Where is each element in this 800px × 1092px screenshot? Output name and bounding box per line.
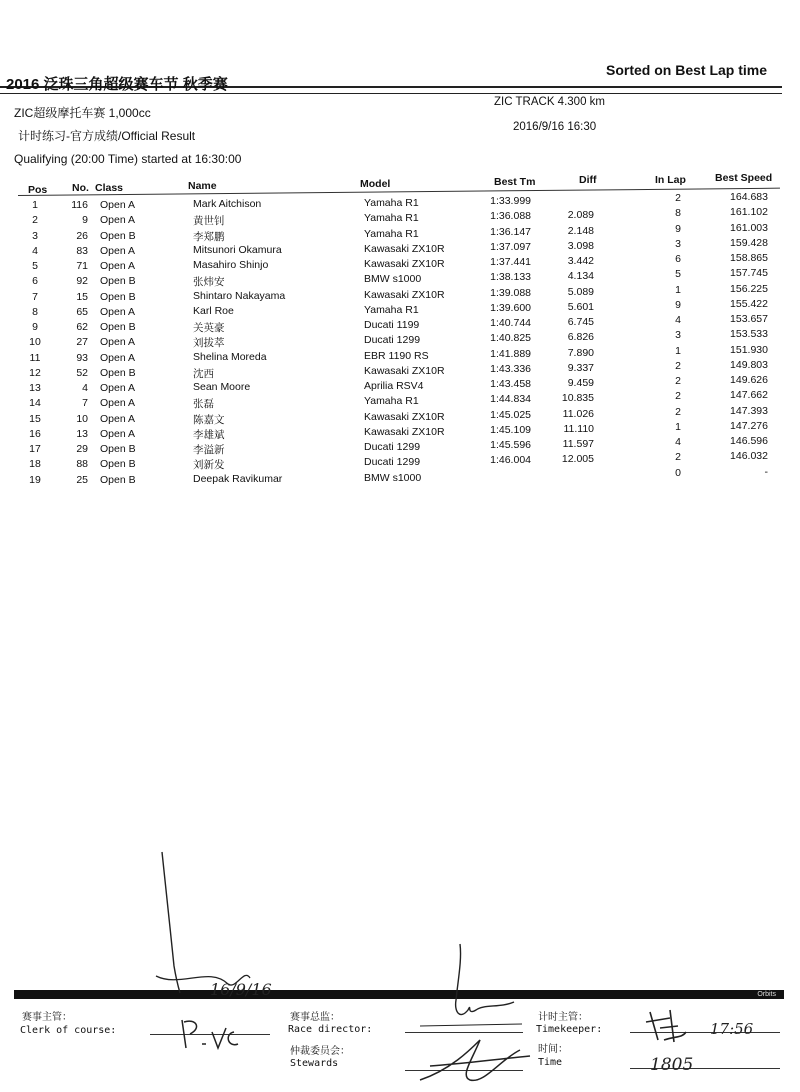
cell-diff: 7.890	[567, 346, 594, 359]
cell-best-tm: 1:33.999	[490, 195, 531, 207]
cell-class: Open B	[100, 229, 136, 242]
cell-diff: 10.835	[561, 392, 594, 405]
cell-no: 93	[76, 351, 88, 364]
cell-no: 10	[76, 412, 88, 425]
clerk-handwritten-date: 16/9/16	[210, 980, 272, 998]
cell-best-speed: 149.803	[730, 358, 768, 371]
cell-class: Open A	[100, 244, 136, 257]
cell-model: Kawasaki ZX10R	[364, 364, 445, 377]
cell-best-speed: -	[764, 465, 768, 478]
cell-diff: 2.089	[567, 209, 594, 222]
cell-best-tm: 1:43.336	[490, 362, 531, 375]
cell-best-speed: 159.428	[730, 236, 768, 249]
cell-in-lap: 4	[675, 314, 681, 326]
footer-bar	[14, 990, 784, 999]
cell-no: 92	[76, 275, 88, 288]
cell-in-lap: 2	[675, 451, 681, 464]
cell-best-speed: 149.626	[730, 374, 768, 386]
cell-in-lap: 2	[675, 359, 681, 372]
cell-model: Kawasaki ZX10R	[364, 410, 445, 423]
cell-best-speed: 147.276	[730, 419, 768, 432]
cell-no: 7	[82, 397, 88, 410]
col-class: Class	[95, 182, 124, 194]
col-best-tm: Best Tm	[494, 176, 536, 188]
cell-best-tm: 1:37.097	[490, 240, 531, 253]
cell-best-tm: 1:41.889	[490, 347, 531, 360]
cell-model: Ducati 1299	[364, 441, 421, 453]
cell-pos: 9	[32, 321, 38, 333]
cell-pos: 12	[29, 366, 41, 379]
cell-model: Yamaha R1	[364, 212, 419, 225]
col-pos: Pos	[28, 184, 48, 196]
cell-diff: 12.005	[561, 453, 594, 466]
cell-model: Ducati 1299	[364, 334, 421, 347]
cell-pos: 13	[29, 382, 41, 394]
cell-class: Open A	[100, 397, 136, 410]
cell-pos: 10	[29, 336, 41, 349]
session-datetime: 2016/9/16 16:30	[513, 121, 597, 133]
clerk-label-en: Clerk of course:	[20, 1025, 117, 1036]
cell-in-lap: 9	[675, 222, 681, 235]
cell-model: Ducati 1199	[364, 319, 420, 331]
cell-best-speed: 146.032	[730, 450, 768, 463]
cell-in-lap: 2	[675, 192, 681, 204]
time-signature	[646, 1040, 766, 1080]
cell-best-speed: 147.662	[730, 389, 768, 402]
cell-diff: 9.337	[567, 361, 594, 374]
table-header-rule	[18, 188, 780, 196]
cell-no: 65	[76, 305, 88, 318]
cell-in-lap: 1	[675, 420, 681, 433]
cell-best-speed: 157.745	[730, 267, 768, 280]
cell-best-tm: 1:39.088	[490, 286, 531, 299]
cell-best-tm: 1:45.025	[490, 408, 531, 421]
clerk-initials	[176, 1014, 266, 1054]
time-label-cn: 时间：	[538, 1044, 568, 1055]
cell-pos: 5	[32, 260, 38, 272]
cell-best-tm: 1:39.600	[490, 301, 531, 314]
col-model: Model	[360, 178, 391, 190]
cell-best-speed: 158.865	[730, 252, 768, 264]
stewards-signature	[410, 1030, 540, 1090]
cell-diff: 3.098	[567, 239, 594, 252]
footer-bar-label: Orbits	[757, 991, 776, 998]
cell-class: Open B	[100, 458, 136, 471]
cell-class: Open B	[100, 443, 136, 455]
cell-class: Open A	[100, 382, 136, 394]
cell-model: Yamaha R1	[364, 227, 419, 240]
cell-best-speed: 147.393	[730, 404, 768, 417]
cell-class: Open A	[100, 214, 136, 227]
cell-in-lap: 2	[675, 375, 681, 387]
cell-pos: 2	[32, 214, 38, 227]
cell-name: 张炜安	[193, 276, 225, 289]
cell-in-lap: 0	[675, 466, 681, 479]
cell-name: Mark Aitchison	[193, 198, 262, 210]
cell-name: 关英豪	[193, 322, 225, 334]
cell-best-speed: 151.930	[730, 343, 768, 356]
cell-best-tm: 1:45.596	[490, 439, 531, 451]
cell-name: Shintaro Nakayama	[193, 289, 286, 302]
cell-diff: 6.745	[567, 316, 594, 328]
cell-name: 刘拔萃	[193, 337, 225, 350]
cell-best-speed: 161.003	[730, 221, 768, 234]
cell-pos: 14	[29, 397, 41, 410]
cell-class: Open B	[100, 366, 136, 379]
cell-model: BMW s1000	[364, 471, 422, 484]
cell-best-tm: 1:40.825	[490, 332, 531, 345]
cell-pos: 18	[29, 458, 41, 471]
cell-best-speed: 153.533	[730, 328, 768, 341]
cell-pos: 8	[32, 305, 38, 318]
result-subtitle: 计时练习-官方成绩/Official Result	[18, 129, 196, 143]
cell-name: 张磊	[193, 398, 214, 411]
cell-class: Open B	[100, 275, 136, 288]
cell-best-tm: 1:46.004	[490, 454, 531, 467]
cell-name: Masahiro Shinjo	[193, 259, 269, 271]
cell-diff: 4.134	[567, 270, 594, 283]
cell-model: BMW s1000	[364, 273, 422, 286]
timekeeper-label-cn: 计时主管：	[538, 1012, 588, 1023]
cell-best-speed: 146.596	[730, 435, 768, 447]
cell-no: 25	[76, 473, 88, 486]
cell-pos: 3	[32, 229, 38, 242]
cell-class: Open A	[100, 427, 136, 440]
cell-class: Open A	[100, 199, 136, 211]
cell-no: 116	[71, 199, 88, 211]
cell-best-tm: 1:37.441	[490, 256, 531, 268]
handwritten-time: 1805	[650, 1055, 694, 1075]
cell-best-speed: 155.422	[730, 297, 768, 310]
cell-model: Kawasaki ZX10R	[364, 288, 445, 301]
cell-diff: 5.089	[567, 285, 594, 298]
cell-diff: 11.597	[562, 438, 594, 450]
cell-name: 李郑鹏	[193, 230, 225, 243]
cell-class: Open B	[100, 473, 136, 486]
cell-name: 沈西	[193, 367, 214, 380]
cell-in-lap: 1	[675, 283, 681, 296]
time-label-en: Time	[538, 1057, 563, 1068]
cell-no: 52	[76, 366, 88, 379]
cell-name: 李雄斌	[193, 428, 225, 441]
track-info: ZIC TRACK 4.300 km	[494, 96, 605, 108]
cell-model: Yamaha R1	[364, 197, 419, 209]
cell-pos: 19	[29, 473, 41, 486]
stewards-label-cn: 仲裁委员会：	[290, 1046, 350, 1057]
cell-best-speed: 156.225	[730, 282, 768, 295]
cell-no: 26	[76, 229, 88, 242]
cell-model: EBR 1190 RS	[364, 349, 429, 362]
cell-best-tm: 1:44.834	[490, 393, 531, 406]
cell-model: Yamaha R1	[364, 303, 419, 316]
cell-pos: 17	[29, 443, 41, 455]
cell-diff: 6.826	[567, 331, 594, 344]
cell-diff: 2.148	[567, 224, 594, 237]
cell-no: 83	[76, 244, 88, 257]
timekeeper-handwritten-time: 17:56	[710, 1020, 754, 1038]
cell-name: Shelina Moreda	[193, 350, 267, 363]
cell-in-lap: 9	[675, 298, 681, 311]
col-diff: Diff	[579, 174, 597, 186]
cell-no: 9	[82, 214, 88, 227]
cell-best-speed: 164.683	[730, 191, 768, 203]
col-no: No.	[72, 182, 89, 194]
cell-class: Open A	[100, 351, 136, 364]
col-name: Name	[188, 180, 217, 192]
cell-no: 88	[76, 458, 88, 471]
cell-pos: 7	[32, 290, 38, 303]
cell-class: Open A	[100, 412, 136, 425]
cell-name: 李溢新	[193, 444, 225, 456]
col-in-lap: In Lap	[655, 174, 686, 186]
cell-name: Mitsunori Okamura	[193, 243, 282, 256]
cell-diff: 11.110	[563, 422, 594, 435]
cell-no: 29	[76, 443, 88, 455]
cell-pos: 11	[29, 351, 41, 364]
cell-in-lap: 6	[675, 253, 681, 265]
cell-model: Kawasaki ZX10R	[364, 258, 445, 270]
cell-name: Deepak Ravikumar	[193, 472, 283, 485]
cell-best-speed: 161.102	[730, 206, 768, 219]
cell-no: 15	[76, 290, 88, 303]
cell-class: Open B	[100, 321, 136, 333]
cell-diff: 3.442	[567, 255, 594, 267]
clerk-signature	[150, 848, 290, 998]
cell-in-lap: 1	[675, 344, 681, 357]
cell-no: 4	[82, 382, 88, 394]
cell-model: Yamaha R1	[364, 395, 419, 408]
cell-name: Karl Roe	[193, 304, 234, 317]
cell-pos: 16	[29, 427, 41, 440]
cell-in-lap: 3	[675, 329, 681, 342]
cell-name: 陈嘉文	[193, 413, 225, 426]
cell-pos: 4	[32, 244, 38, 257]
stewards-label-en: Stewards	[290, 1058, 339, 1069]
cell-in-lap: 2	[675, 405, 681, 418]
class-name: ZIC超级摩托车赛 1,000cc	[14, 106, 151, 120]
cell-best-tm: 1:36.088	[490, 210, 531, 223]
cell-no: 62	[76, 321, 88, 333]
event-title: 2016 泛珠三角超级赛车节 秋季赛	[6, 76, 228, 93]
cell-name: 黄世钊	[193, 215, 225, 228]
cell-in-lap: 3	[675, 237, 681, 250]
cell-model: Aprilia RSV4	[364, 380, 424, 392]
cell-pos: 15	[29, 412, 41, 425]
clerk-label-cn: 赛事主管：	[22, 1012, 72, 1023]
cell-best-tm: 1:43.458	[490, 378, 531, 390]
cell-name: Sean Moore	[193, 381, 251, 393]
director-label-cn: 赛事总监：	[290, 1012, 340, 1023]
cell-class: Open A	[100, 336, 136, 349]
cell-best-speed: 153.657	[730, 313, 768, 325]
cell-diff: 11.026	[562, 407, 594, 420]
director-label-en: Race director:	[288, 1024, 373, 1035]
cell-best-tm: 1:38.133	[490, 271, 531, 284]
cell-in-lap: 8	[675, 207, 681, 220]
cell-best-tm: 1:40.744	[490, 317, 531, 329]
cell-name: 刘新发	[193, 459, 225, 472]
cell-in-lap: 4	[675, 436, 681, 448]
cell-model: Kawasaki ZX10R	[364, 425, 445, 438]
col-best-speed: Best Speed	[715, 172, 773, 184]
session-info: Qualifying (20:00 Time) started at 16:30:00	[14, 152, 242, 166]
cell-pos: 1	[32, 199, 38, 211]
cell-model: Kawasaki ZX10R	[364, 242, 445, 255]
cell-best-tm: 1:36.147	[490, 225, 531, 238]
cell-pos: 6	[32, 275, 38, 288]
sort-label: Sorted on Best Lap time	[606, 62, 768, 78]
cell-no: 27	[76, 336, 88, 349]
cell-class: Open B	[100, 290, 136, 303]
cell-no: 71	[76, 260, 88, 272]
cell-class: Open A	[100, 305, 136, 318]
cell-in-lap: 2	[675, 390, 681, 403]
director-signature	[410, 940, 530, 1030]
cell-model: Ducati 1299	[364, 456, 421, 469]
cell-in-lap: 5	[675, 268, 681, 281]
cell-class: Open A	[100, 260, 136, 272]
timekeeper-label-en: Timekeeper:	[536, 1024, 603, 1035]
cell-diff: 9.459	[567, 377, 594, 389]
cell-best-tm: 1:45.109	[490, 423, 531, 436]
cell-diff: 5.601	[567, 300, 594, 313]
cell-no: 13	[76, 427, 88, 440]
